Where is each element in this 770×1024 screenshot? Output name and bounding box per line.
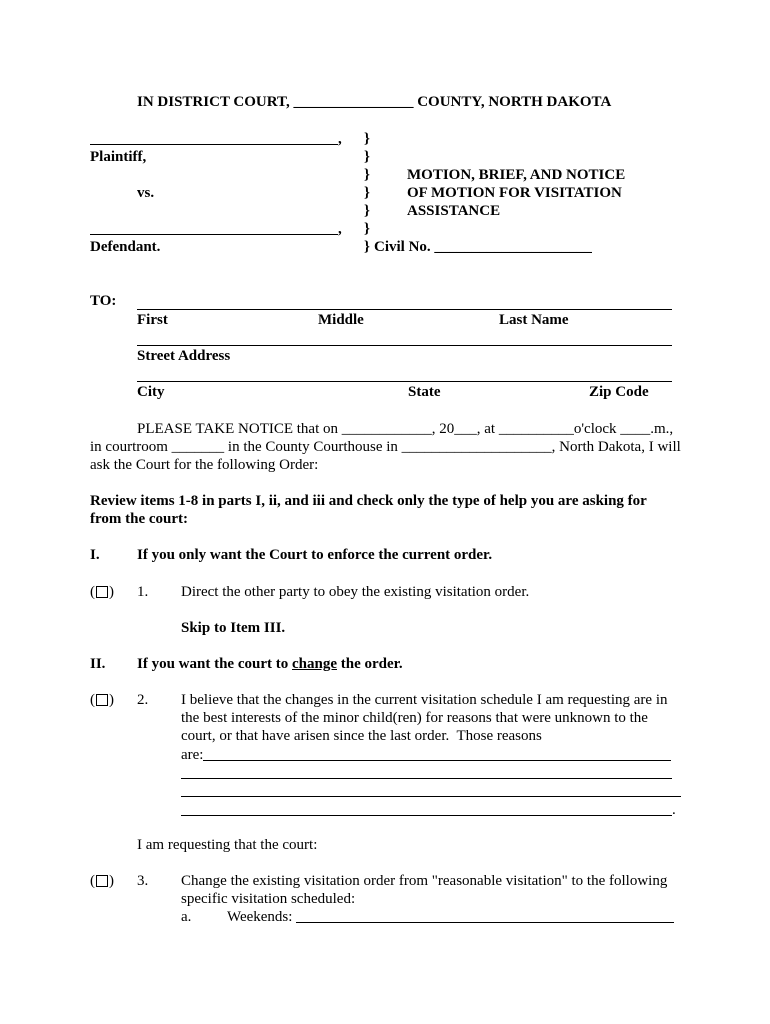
section-1-numeral: I. xyxy=(90,547,100,563)
skip-note: Skip to Item III. xyxy=(181,620,286,636)
section-2-numeral: II. xyxy=(90,656,106,672)
section-2-heading-start: If you want the court to xyxy=(137,656,292,672)
sub-item-a-letter: a. xyxy=(181,909,192,925)
defendant-name-line xyxy=(90,220,342,238)
caption-brace: } xyxy=(364,149,370,165)
item-3-text-line-1: Change the existing visitation order from "reasonable visitation" to the following xyxy=(181,873,668,889)
item-3-number: 3. xyxy=(137,873,149,889)
checkbox-close-paren: ) xyxy=(109,692,114,708)
middle-name-label: Middle xyxy=(318,312,364,328)
notice-line-2: in courtroom _______ in the County Courthouse in ____________________, North Dakota, I will xyxy=(90,439,681,455)
item-3-checkbox[interactable] xyxy=(96,875,108,887)
item-3-text-line-2: specific visitation scheduled: xyxy=(181,891,356,907)
defendant-name-blank xyxy=(90,234,338,235)
item-2-text-line-1: I believe that the changes in the current visitation schedule I am requesting are in xyxy=(181,692,668,708)
item-1-checkbox-group xyxy=(90,583,114,601)
item-2-checkbox-group xyxy=(90,691,114,709)
city-label: City xyxy=(137,384,165,400)
weekends-label: Weekends: xyxy=(227,909,293,925)
request-intro: I am requesting that the court: xyxy=(137,837,318,853)
checkbox-close-paren: ) xyxy=(109,873,114,889)
notice-line-1: PLEASE TAKE NOTICE that on ____________, 20___, at __________o'clock ____.m., xyxy=(137,421,674,437)
defendant-label: Defendant. xyxy=(90,239,161,255)
item-2-number: 2. xyxy=(137,692,149,708)
section-2-heading-emphasis: change xyxy=(292,656,337,672)
reasons-end-mark: . xyxy=(672,802,676,818)
recipient-street-line xyxy=(137,345,672,346)
item-1-text: Direct the other party to obey the existing visitation order. xyxy=(181,584,530,600)
versus-label: vs. xyxy=(137,185,155,201)
document-title-line-1: MOTION, BRIEF, AND NOTICE xyxy=(407,167,626,183)
caption-brace: } xyxy=(364,239,370,255)
item-2-reasons-line-4 xyxy=(181,801,676,819)
court-header: IN DISTRICT COURT, ________________ COUNTY, NORTH DAKOTA xyxy=(137,94,612,110)
caption-brace: } xyxy=(364,221,370,237)
item-1-number: 1. xyxy=(137,584,149,600)
first-name-label: First xyxy=(137,312,168,328)
street-address-label: Street Address xyxy=(137,348,231,364)
checkbox-open-paren: ( xyxy=(90,584,95,600)
checkbox-close-paren: ) xyxy=(109,584,114,600)
notice-line-3: ask the Court for the following Order: xyxy=(90,457,319,473)
item-2-text-line-3: court, or that have arisen since the last order. Those reasons xyxy=(181,728,542,744)
section-1-heading: If you only want the Court to enforce the current order. xyxy=(137,547,493,563)
item-2-reasons-line-3 xyxy=(181,782,681,800)
instructions-line-2: from the court: xyxy=(90,511,189,527)
plaintiff-label: Plaintiff, xyxy=(90,149,147,165)
section-2-heading-end: the order. xyxy=(337,656,403,672)
item-2-checkbox[interactable] xyxy=(96,694,108,706)
plaintiff-name-blank xyxy=(90,144,338,145)
reasons-blank xyxy=(181,796,681,797)
recipient-city-state-zip-line xyxy=(137,381,672,382)
last-name-label: Last Name xyxy=(499,312,569,328)
zip-code-label: Zip Code xyxy=(589,384,649,400)
instructions-line-1: Review items 1-8 in parts I, ii, and iii and check only the type of help you are asking for xyxy=(90,493,647,509)
plaintiff-name-line xyxy=(90,130,342,148)
reasons-blank xyxy=(203,760,671,761)
item-3-checkbox-group xyxy=(90,872,114,890)
civil-number-field: Civil No. _____________________ xyxy=(374,239,592,255)
item-2-text-line-2: the best interests of the minor child(ren) for reasons that were unknown to the xyxy=(181,710,648,726)
document-title-line-2: OF MOTION FOR VISITATION xyxy=(407,185,622,201)
weekends-blank xyxy=(296,922,674,923)
weekends-field xyxy=(227,908,674,926)
item-1-checkbox[interactable] xyxy=(96,586,108,598)
item-2-reasons-line-2 xyxy=(181,764,672,782)
to-label: TO: xyxy=(90,293,117,309)
recipient-name-line xyxy=(137,309,672,310)
state-label: State xyxy=(408,384,441,400)
caption-brace: } xyxy=(364,203,370,219)
item-2-reasons-label: are: xyxy=(181,747,204,763)
document-title-line-3: ASSISTANCE xyxy=(407,203,501,219)
plaintiff-line-comma: , xyxy=(338,131,342,147)
defendant-line-comma: , xyxy=(338,221,342,237)
checkbox-open-paren: ( xyxy=(90,873,95,889)
item-2-reasons-line-1 xyxy=(181,746,671,764)
section-2-heading xyxy=(137,655,403,673)
checkbox-open-paren: ( xyxy=(90,692,95,708)
caption-brace: } xyxy=(364,167,370,183)
reasons-blank xyxy=(181,778,672,779)
caption-brace: } xyxy=(364,131,370,147)
caption-brace: } xyxy=(364,185,370,201)
reasons-blank xyxy=(181,815,672,816)
